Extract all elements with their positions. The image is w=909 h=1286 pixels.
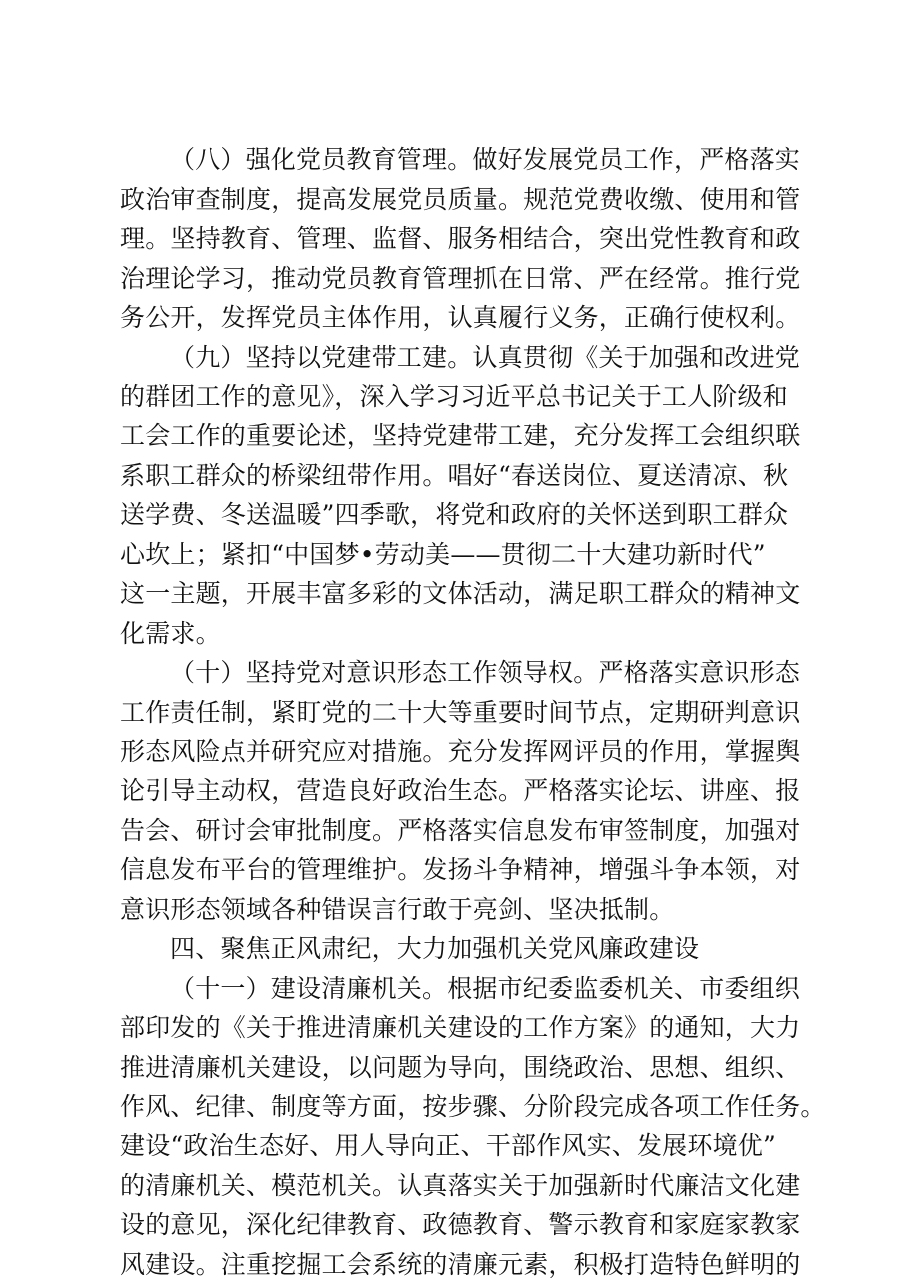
paragraph-line: 的群团工作的意见》，深入学习习近平总书记关于工人阶级和	[120, 382, 788, 411]
paragraph-line: 建设“政治生态好、用人导向正、干部作风实、发展环境优”	[120, 1131, 776, 1160]
paragraph-line: 治理论学习，推动党员教育管理抓在日常、严在经常。推行党	[120, 264, 801, 293]
section-heading: 四、聚焦正风肃纪，大力加强机关党风廉政建设	[170, 934, 700, 963]
paragraph-line: 告会、研讨会审批制度。严格落实信息发布审签制度，加强对	[120, 816, 801, 845]
paragraph-line: 化需求。	[120, 619, 221, 648]
paragraph-line: （十一）建设清廉机关。根据市纪委监委机关、市委组织	[170, 974, 801, 1003]
paragraph-line: （八）强化党员教育管理。做好发展党员工作，严格落实	[170, 145, 801, 174]
paragraph-line: 作风、纪律、制度等方面，按步骤、分阶段完成各项工作任务。	[120, 1092, 826, 1121]
paragraph-line: 风建设。注重挖掘工会系统的清廉元素，积极打造特色鲜明的	[120, 1250, 801, 1279]
paragraph-line: 送学费、冬送温暖”四季歌，将党和政府的关怀送到职工群众	[120, 500, 789, 529]
paragraph-line: 工作责任制，紧盯党的二十大等重要时间节点，定期研判意识	[120, 698, 801, 727]
paragraph-line: 系职工群众的桥梁纽带作用。唱好“春送岗位、夏送清凉、秋	[120, 461, 789, 490]
paragraph-line: 推进清廉机关建设，以问题为导向，围绕政治、思想、组织、	[120, 1053, 801, 1082]
paragraph-line: 论引导主动权，营造良好政治生态。严格落实论坛、讲座、报	[120, 776, 801, 805]
paragraph-line: 设的意见，深化纪律教育、政德教育、警示教育和家庭家教家	[120, 1210, 801, 1239]
paragraph-line: 的清廉机关、模范机关。认真落实关于加强新时代廉洁文化建	[120, 1171, 801, 1200]
paragraph-line: 务公开，发挥党员主体作用，认真履行义务，正确行使权利。	[120, 303, 801, 332]
paragraph-line: 这一主题，开展丰富多彩的文体活动，满足职工群众的精神文	[120, 579, 801, 608]
paragraph-line: 信息发布平台的管理维护。发扬斗争精神，增强斗争本领，对	[120, 855, 801, 884]
paragraph-line: （十）坚持党对意识形态工作领导权。严格落实意识形态	[170, 658, 801, 687]
paragraph-line: （九）坚持以党建带工建。认真贯彻《关于加强和改进党	[170, 343, 801, 372]
paragraph-line: 政治审查制度，提高发展党员质量。规范党费收缴、使用和管	[120, 185, 801, 214]
paragraph-line: 部印发的《关于推进清廉机关建设的工作方案》的通知，大力	[120, 1013, 801, 1042]
paragraph-line: 理。坚持教育、管理、监督、服务相结合，突出党性教育和政	[120, 224, 801, 253]
paragraph-line: 形态风险点并研究应对措施。充分发挥网评员的作用，掌握舆	[120, 737, 801, 766]
paragraph-line: 意识形态领域各种错误言行敢于亮剑、坚决抵制。	[120, 895, 675, 924]
paragraph-line: 心坎上；紧扣“中国梦•劳动美——贯彻二十大建功新时代”	[120, 540, 766, 569]
paragraph-line: 工会工作的重要论述，坚持党建带工建，充分发挥工会组织联	[120, 421, 801, 450]
